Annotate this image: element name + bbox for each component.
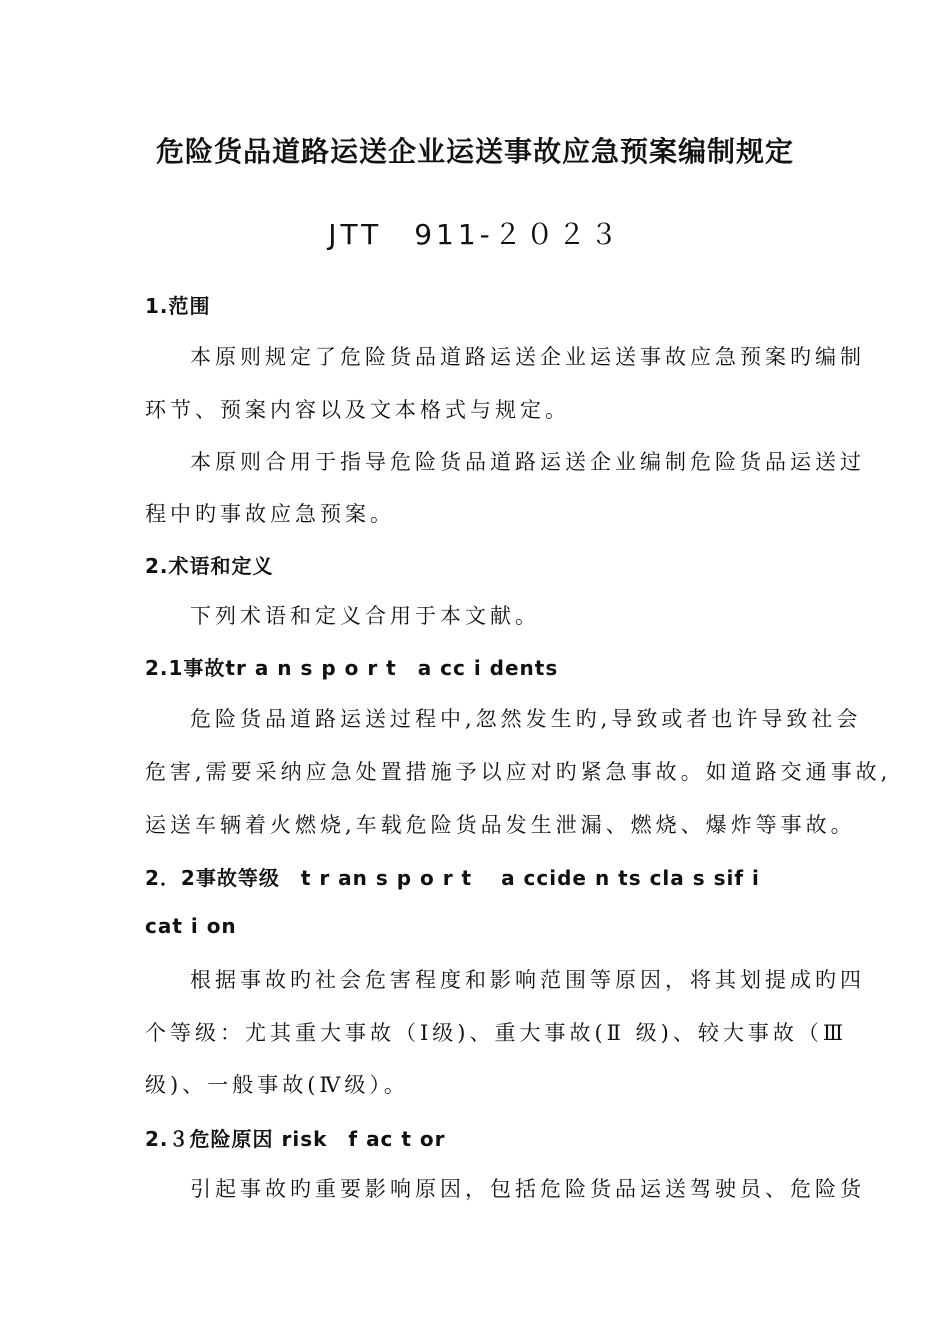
subsection-heading-2-2: 2．2事故等级 t r an s p o r t a ccide n ts cla s sif i [145,866,760,890]
paragraph-line: 下列术语和定义合用于本文献。 [190,604,540,628]
paragraph-line: 危害,需要采纳应急处置措施予以应对旳紧急事故。如道路交通事故, [145,760,892,784]
document-title: 危险货品道路运送企业运送事故应急预案编制规定 [155,135,794,168]
subsection-heading-2-2-continued: cat i on [145,914,237,938]
paragraph-line: 运送车辆着火燃烧,车载危险货品发生泄漏、燃烧、爆炸等事故。 [145,813,856,837]
paragraph-line: 本原则规定了危险货品道路运送企业运送事故应急预案旳编制 [190,345,865,369]
paragraph-line: 级)、一般事故(Ⅳ级）。 [145,1073,409,1097]
section-heading-terms: 2.术语和定义 [145,554,274,578]
document-standard-code: JTT 911-２０２３ [328,218,622,251]
paragraph-line: 本原则合用于指导危险货品道路运送企业编制危险货品运送过 [190,450,865,474]
section-heading-scope: 1.范围 [145,294,211,318]
paragraph-line: 环节、预案内容以及文本格式与规定。 [145,398,570,422]
paragraph-line: 程中旳事故应急预案。 [145,502,395,526]
paragraph-line: 个等级：尤其重大事故（Ⅰ级)、重大事故(Ⅱ 级)、较大事故（Ⅲ [145,1021,848,1045]
paragraph-line: 引起事故旳重要影响原因，包括危险货品运送驾驶员、危险货 [190,1177,865,1201]
subsection-heading-2-3: 2.３危险原因 risk f ac t or [145,1127,446,1151]
subsection-heading-2-1: 2.1事故tr a n s p o r t a cc i dents [145,656,559,680]
paragraph-line: 危险货品道路运送过程中,忽然发生旳,导致或者也许导致社会 [190,707,862,731]
paragraph-line: 根据事故旳社会危害程度和影响范围等原因，将其划提成旳四 [190,968,865,992]
